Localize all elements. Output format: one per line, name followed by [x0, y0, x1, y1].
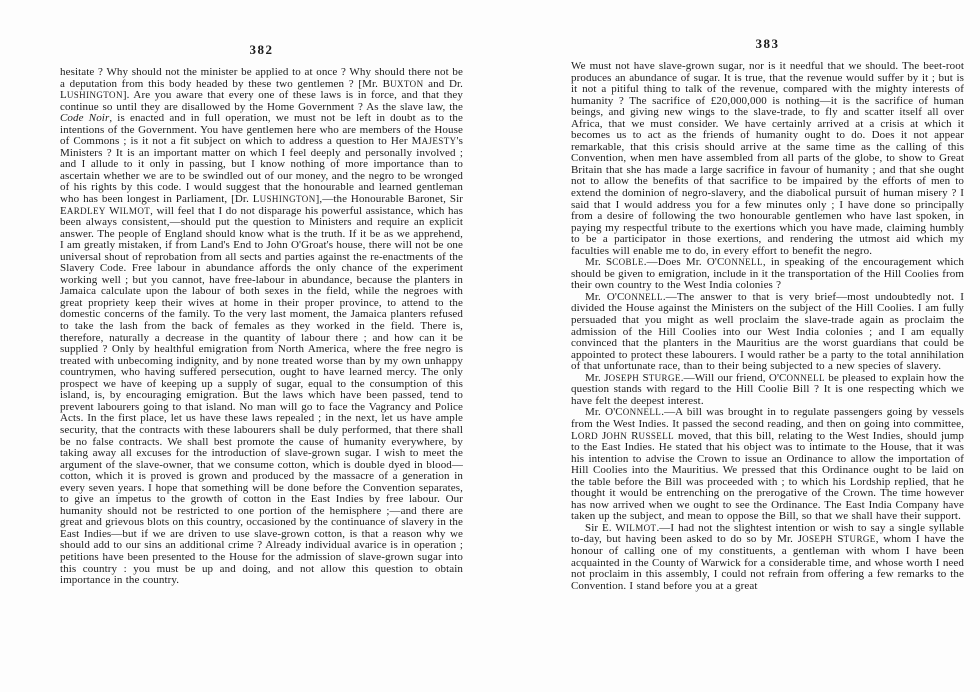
paragraph: Mr. JOSEPH STURGE.—Will our friend, O'CONNELL be pleased to explain how the question stands with regard to the Hill Coolie Bill ? It is one respecting which we have felt the deepest interest. — [571, 371, 964, 407]
paragraph: Mr. O'CONNELL.—A bill was brought in to regulate passengers going by vessels from the West Indies. It passed the second reading, and then on going into committee, LORD JOHN RUSSELL moved, that this bill, relating to the West Indies, should jump to the East Indies. He stated that his object was to intimate to the House, that it was his intention to advise the Crown to issue an Ordinance to allow the importation of Hill Coolies into the Mauritius. We pressed that this Ordinance ought to be laid on the table before the Bill was proceeded with ; to which his Lordship replied, that he thought it would be entrenching on the prerogative of the Crown. The time however has now arrived when we ought to see the Ordinance. The East India Company have taken up the subject, and mean to oppose the Bill, so that we shall have their support. — [571, 406, 964, 523]
paragraph: Sir E. WILMOT.—I had not the slightest intention or wish to say a single syllable to-day, but having been asked to do so by Mr. JOSEPH STURGE, whom I have the honour of calling one of my constituents, a gentleman with whom I have been acquainted in the County of Warwick for a considerable time, and whose worth I need not proclaim in this assembly, I could not refrain from offering a few remarks to the Convention. I stand before you at a great — [571, 521, 965, 592]
paragraph: hesitate ? Why should not the minister be applied to at once ? Why should there not be a deputation from this body headed by these two gentlemen ? [Mr. BUXTON and Dr. LUSHINGTON]. Are you aware that every one of these laws is in force, and that they continue so until they are disallowed by the Home Government ? As the slave law, the Code Noir, is enacted and in full operation, we must not be left in doubt as to the intentions of the Government. You have gentlemen here who are members of the House of Commons ; is it not a fit subject on which to address a question to Her MAJESTY's Ministers ? It is an important matter on which I feel deeply and personally involved ; and I allude to it only in passing, but I know nothing of more importance than to ascertain whether we are to be swindled out of our money, and the negro to be wronged of his rights by this code. I would suggest that the honourable and learned gentleman who has been longest in Parliament, [Dr. LUSHINGTON],—the Honourable Baronet, Sir EARDLEY WILMOT, will feel that I do not disparage his powerful assistance, which has been always consistent,—should put the question to Ministers and require an explicit answer. The people of England should know what is the truth. If it be as we apprehend, I am greatly mistaken, if from Land's End to John O'Groat's house, there will not be one universal shout of reprobation from all sects and parties against the re-enactments of the Slavery Code. Free labour in abundance affords the only chance of the experiment working well ; but you cannot, have free-labour in abundance, because the planters in Jamaica calculate upon the labour of both sexes in the field, while the negroes with great propriety keep their wives at home in their proper province, to attend to the domestic concerns of the family. To the very last moment, the Jamaica planters refused to take the lash from the back of females as they worked in the field. There is, therefore, naturally a decrease in the quantity of labour there ; and how can it be supplied ? Only by healthful emigration from North America, where the free negro is treated with unbecoming indignity, and by none treated worse than by my own unhappy countrymen, who having suffered persecution, ought to have learned mercy. The only prospect we have of keeping up a supply of sugar, equal to the consumption of this island, is, by encouraging emigration. But the laws which have been passed, tend to prevent labourers going to that island. No man will go to face the Vagrancy and Police Acts. In the first place, let us have these laws repealed ; in the next, let us have ample security, that the contracts with these labourers shall be duly performed, that there shall be no false contracts. We shall best promote the cause of humanity everywhere, by taking away all excuses for the introduction of slave-grown sugar. I wish to meet the argument of the slave-owner, that we consume cotton, which is double dyed in blood—cotton, which it is proved is grown and produced by the massacre of a generation in every seven years. I hope that something will be done before the Convention separates, to give an impetus to the growth of cotton in the East Indies by free labour. Our humanity should not be restricted to one portion of the hemisphere ;—and there are great and grievous blots on this country, occasioned by the continuance of slavery in the East Indies—but if we are driven to use slave-grown cotton, is that a reason why we should add to our sins an additional crime ? Already individual avarice is in operation ; petitions have been presented to the House for the admission of slave-grown sugar into this country : you must be up and doing, and not allow this question to obtain importance in the country. — [60, 66, 463, 587]
page-number-right: 383 — [755, 36, 780, 51]
paragraph: Mr. SCOBLE.—Does Mr. O'CONNELL, in speaking of the encouragement which should be given to emigration, include in it the transportation of the Hill Coolies from their own country to the West India colonies ? — [571, 256, 964, 292]
page-382 — [60, 42, 463, 587]
page-text-left — [60, 67, 463, 587]
page-text-right — [571, 61, 964, 592]
page-number-left: 382 — [249, 42, 274, 57]
paragraph: We must not have slave-grown sugar, nor is it needful that we should. The beet-root produces an abundance of sugar. It is true, that the revenue would suffer by it ; but is it not a pitiful thing to talk of the revenue, compared with the mighty interests of humanity ? The sacrifice of £20,000,000 is nothing—it is the sacrifice of human beings, and giving new wings to the slave-trade, to fly and scatter itself all over Africa, that we must consider. We have certainly arrived at a crisis at which it becomes us to act as the friends of humanity ought to do. Does it not appear remarkable, that this crisis should arrive at the same time as the calling of this Convention, when men have assembled from all parts of the globe, to show to Great Britain that she has made a large sacrifice in favour of humanity ; and that she ought not to allow the benefits of that sacrifice to be impaired by the efforts of men to extend the dominion of negro-slavery, and the diabolical pursuit of human misery ? I said that I would address you for a few minutes only ; I have done so principally from a desire of following the two honourable gentlemen who have last spoken, in paying my respectful tribute to the exertions which you have made, claiming humbly to be a participator in those exertions, and rendering the utmost aid which my faculties will enable me to do, in every effort to benefit the negro. — [571, 60, 964, 257]
paragraph: Mr. O'CONNELL.—The answer to that is very brief—most undoubtedly not. I divided the House against the Ministers on the subject of the Hill Coolies. I am fully persuaded that you might as well proclaim the slave-trade again as proclaim the admission of the Hill Coolies into our West India colonies ; and I am equally convinced that the planters in the Mauritius are the worst guardians that could be appointed to protect these labourers. I would rather be a party to the total annihilation of that unfortunate race, than to their being subjected to a new species of slavery. — [571, 290, 964, 373]
page-383 — [571, 36, 964, 592]
